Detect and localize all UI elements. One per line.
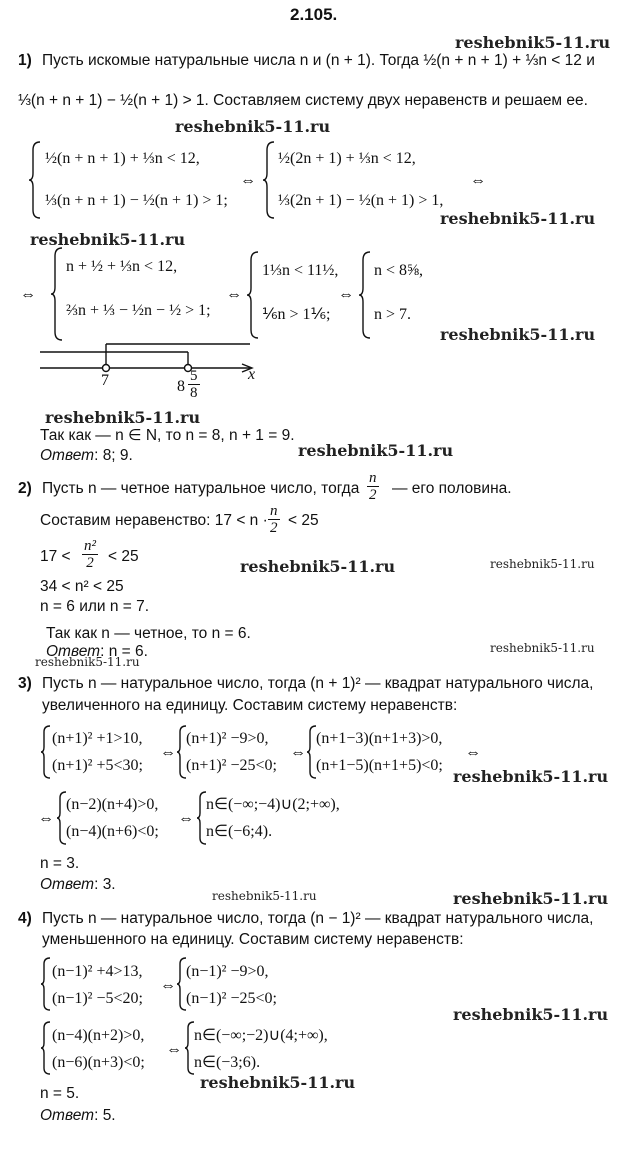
s3-system-e-line-1: n∈(−∞;−4)∪(2;+∞), (206, 796, 340, 813)
s3-system-a-line-1: (n+1)² +1>10, (52, 730, 143, 747)
axis-fraction (188, 368, 200, 401)
watermark: reshebnik5-11.ru (45, 408, 201, 427)
watermark: reshebnik5-11.ru (440, 325, 596, 344)
section-2-line-3: n = 6 или n = 7. (40, 598, 150, 615)
watermark: reshebnik5-11.ru (455, 33, 611, 52)
system-brace (40, 724, 52, 780)
section-3-intro-line-1: Пусть n — натуральное число, тогда (n + 1)² — квадрат натурального числа, (42, 675, 594, 692)
equivalence-symbol: ⇔ (465, 744, 481, 761)
number-line (36, 338, 266, 378)
system-e-line-1: n < 8⅝, (374, 262, 424, 279)
s4-system-c-line-2: (n−6)(n+3)<0; (52, 1054, 145, 1071)
answer-value: : 5. (94, 1107, 116, 1124)
s3-system-d-line-1: (n−2)(n+4)>0, (66, 796, 159, 813)
answer-label: Ответ (40, 876, 95, 893)
axis-label-7: 7 (101, 372, 109, 389)
watermark: reshebnik5-11.ru (440, 209, 596, 228)
s4-system-b-line-2: (n−1)² −25<0; (186, 990, 277, 1007)
section-1-answer (40, 447, 133, 465)
section-2-intro: Пусть n — четное натуральное число, тогда (42, 480, 360, 497)
s4-system-d-line-2: n∈(−3;6). (194, 1054, 261, 1071)
s3-system-a-line-2: (n+1)² +5<30; (52, 757, 143, 774)
square-denominator: 2 (86, 555, 94, 571)
section-4-result: n = 5. (40, 1085, 80, 1102)
section-2-line-2: 34 < n² < 25 (40, 578, 124, 595)
half-denominator: 2 (369, 487, 377, 503)
answer-label: Ответ (46, 643, 101, 660)
system-b-line-2: ⅓(2n + 1) − ½(n + 1) > 1, (278, 192, 444, 209)
half-fraction (367, 470, 379, 503)
watermark: reshebnik5-11.ru (490, 557, 595, 571)
section-2-answer (46, 643, 148, 661)
s3-system-b-line-1: (n+1)² −9>0, (186, 730, 269, 747)
watermark: reshebnik5-11.ru (200, 1073, 356, 1092)
answer-value: : 3. (94, 876, 116, 893)
square-numerator: n² (84, 538, 96, 554)
equivalence-symbol: ⇔ (160, 977, 176, 994)
section-2-inequality-end: < 25 (288, 512, 319, 529)
watermark: reshebnik5-11.ru (212, 889, 317, 903)
system-d-line-1: 1⅓n < 11½, (262, 262, 339, 279)
square-fraction (82, 538, 98, 571)
equivalence-symbol: ⇔ (20, 286, 36, 303)
system-b-line-1: ½(2n + 1) + ⅓n < 12, (278, 150, 416, 167)
s3-system-d-line-2: (n−4)(n+6)<0; (66, 823, 159, 840)
section-2-since: Так как n — четное, то n = 6. (46, 625, 251, 642)
equivalence-symbol: ⇔ (338, 286, 354, 303)
s3-system-b-line-2: (n+1)² −25<0; (186, 757, 277, 774)
section-1-number: 1) (18, 52, 32, 69)
watermark: reshebnik5-11.ru (453, 1005, 609, 1024)
section-2-intro-end: — его половина. (392, 480, 512, 497)
s4-system-a-line-1: (n−1)² +4>13, (52, 963, 143, 980)
system-a-line-1: ½(n + n + 1) + ⅓n < 12, (45, 150, 200, 167)
watermark: reshebnik5-11.ru (453, 767, 609, 786)
problem-number: 2.105. (290, 5, 338, 24)
system-d-line-2: ⅙n > 1⅙; (262, 306, 331, 323)
section-2-line-1b: < 25 (108, 548, 139, 565)
axis-label-x: x (248, 366, 256, 383)
watermark: reshebnik5-11.ru (298, 441, 454, 460)
section-1-intro-line-1: Пусть искомые натуральные числа n и (n + 1). Тогда ½(n + n + 1) + ⅓n < 12 и (42, 52, 595, 69)
s4-system-d-line-1: n∈(−∞;−2)∪(4;+∞), (194, 1027, 328, 1044)
equivalence-symbol: ⇔ (178, 810, 194, 827)
section-2-number: 2) (18, 480, 32, 497)
s4-system-b-line-1: (n−1)² −9>0, (186, 963, 269, 980)
section-4-answer (40, 1107, 116, 1125)
section-3-answer (40, 876, 116, 894)
equivalence-symbol: ⇔ (226, 286, 242, 303)
equivalence-symbol: ⇔ (470, 172, 486, 189)
axis-fraction-numerator: 5 (190, 368, 198, 384)
system-brace (358, 250, 372, 340)
s3-system-e-line-2: n∈(−6;4). (206, 823, 273, 840)
equivalence-symbol: ⇔ (290, 744, 306, 761)
watermark: reshebnik5-11.ru (453, 889, 609, 908)
system-brace (40, 956, 52, 1012)
axis-label-8: 8 (177, 378, 185, 395)
answer-label: Ответ (40, 447, 95, 464)
section-2-line-1a: 17 < (40, 548, 71, 565)
section-4-intro-line-1: Пусть n — натуральное число, тогда (n − 1)² — квадрат натурального числа, (42, 910, 594, 927)
inequality-fraction (268, 503, 280, 536)
watermark: reshebnik5-11.ru (35, 655, 140, 669)
watermark: reshebnik5-11.ru (240, 557, 396, 576)
section-1-since: Так как — n ∈ N, то n = 8, n + 1 = 9. (40, 427, 295, 444)
watermark: reshebnik5-11.ru (30, 230, 186, 249)
section-4-number: 4) (18, 910, 32, 927)
watermark: reshebnik5-11.ru (175, 117, 331, 136)
answer-label: Ответ (40, 1107, 95, 1124)
answer-value: : 8; 9. (94, 447, 133, 464)
system-e-line-2: n > 7. (374, 306, 412, 323)
system-brace (262, 140, 276, 220)
equivalence-symbol: ⇔ (38, 810, 54, 827)
section-2-inequality-label: Составим неравенство: 17 < n · (40, 512, 268, 529)
system-a-line-2: ⅓(n + n + 1) − ½(n + 1) > 1; (45, 192, 228, 209)
answer-value: : n = 6. (100, 643, 148, 660)
equivalence-symbol: ⇔ (240, 172, 256, 189)
section-1-intro-line-2: ⅓(n + n + 1) − ½(n + 1) > 1. Составляем систему двух неравенств и решаем ее. (18, 92, 588, 109)
section-3-result: n = 3. (40, 855, 80, 872)
s4-system-c-line-1: (n−4)(n+2)>0, (52, 1027, 145, 1044)
section-4-intro-line-2: уменьшенного на единицу. Составим систему неравенств: (42, 931, 464, 948)
inequality-numerator: n (270, 503, 278, 519)
system-brace (28, 140, 42, 220)
half-numerator: n (369, 470, 377, 486)
watermark: reshebnik5-11.ru (490, 641, 595, 655)
system-brace (246, 250, 260, 340)
section-3-number: 3) (18, 675, 32, 692)
equivalence-symbol: ⇔ (160, 744, 176, 761)
equivalence-symbol: ⇔ (166, 1041, 182, 1058)
s3-system-c-line-2: (n+1−5)(n+1+5)<0; (316, 757, 443, 774)
system-brace (40, 1020, 52, 1076)
system-brace (50, 246, 64, 342)
s4-system-a-line-2: (n−1)² −5<20; (52, 990, 143, 1007)
s3-system-c-line-1: (n+1−3)(n+1+3)>0, (316, 730, 443, 747)
inequality-denominator: 2 (270, 520, 278, 536)
system-c-line-1: n + ½ + ⅓n < 12, (66, 258, 178, 275)
section-3-intro-line-2: увеличенного на единицу. Составим систему неравенств: (42, 697, 458, 714)
system-c-line-2: ⅔n + ⅓ − ½n − ½ > 1; (66, 302, 211, 319)
axis-fraction-denominator: 8 (190, 385, 198, 401)
